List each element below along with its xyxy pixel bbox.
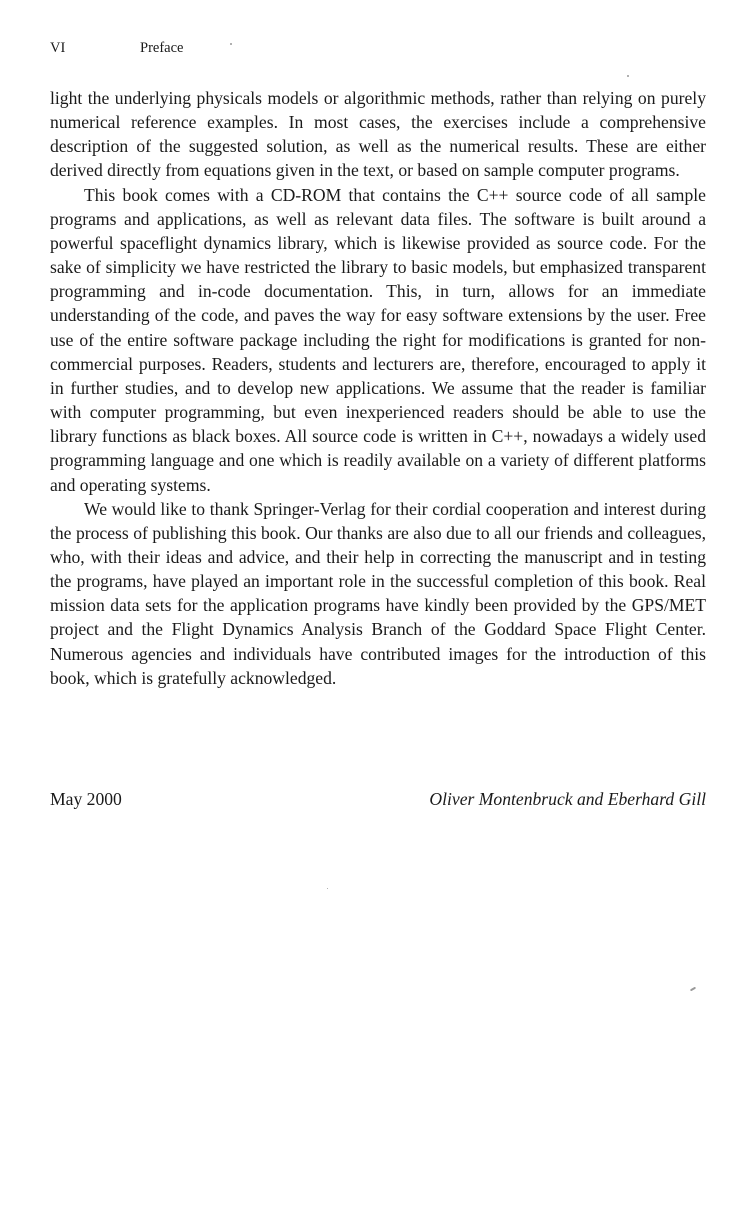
- scan-speck: [627, 75, 629, 77]
- scan-speck: [230, 43, 232, 45]
- page-number: VI: [50, 40, 66, 56]
- paragraph-acknowledgements: We would like to thank Springer-Verlag for their cordial cooperation and interest during the process of publishing this book. Our thanks are also due to all our friends and colleagues, who, with their ideas and advice, and their help in correcting the manuscript and in testing the programs, have played an important role in the successful completion of this book. Real mission data sets for the application programs have kindly been provided by the GPS/MET project and the Flight Dynamics Analysis Branch of the Goddard Space Flight Center. Numerous agencies and individuals have contributed images for the introduction of this book, which is gratefully acknowledged.: [50, 498, 706, 688]
- preface-body: [50, 86, 706, 690]
- scan-speck: [327, 888, 328, 889]
- signature-date: May 2000: [50, 789, 122, 809]
- scan-speck: [690, 987, 696, 992]
- paragraph-continued: light the underlying physicals models or algorithmic methods, rather than relying on purely numerical reference examples. In most cases, the exercises include a comprehensive description of the suggested solution, as well as the numerical results. These are either derived directly from equations given in the text, or based on sample computer programs.: [50, 88, 706, 181]
- paragraph-cd-rom: This book comes with a CD-ROM that contains the C++ source code of all sample programs and applications, as well as relevant data files. The software is built around a powerful spaceflight dynamics library, which is likewise provided as source code. For the sake of simplicity we have restricted the library to basic models, but emphasized transparent programming and in-code documentation. This, in turn, allows for an immediate understanding of the code, and paves the way for easy software extensions by the user. Free use of the entire software package including the right for modifications is granted for non-commercial purposes. Readers, students and lecturers are, therefore, encouraged to apply it in further studies, and to develop new applications. We assume that the reader is familiar with computer programming, but even inexperienced readers should be able to use the library functions as black boxes. All source code is written in C++, nowadays a widely used programming language and one which is readily available on a variety of different platforms and operating systems.: [50, 184, 706, 495]
- section-title: Preface: [140, 40, 184, 56]
- signature-authors: Oliver Montenbruck and Eberhard Gill: [429, 789, 706, 809]
- signature-line: [50, 787, 706, 811]
- running-head: [50, 38, 183, 58]
